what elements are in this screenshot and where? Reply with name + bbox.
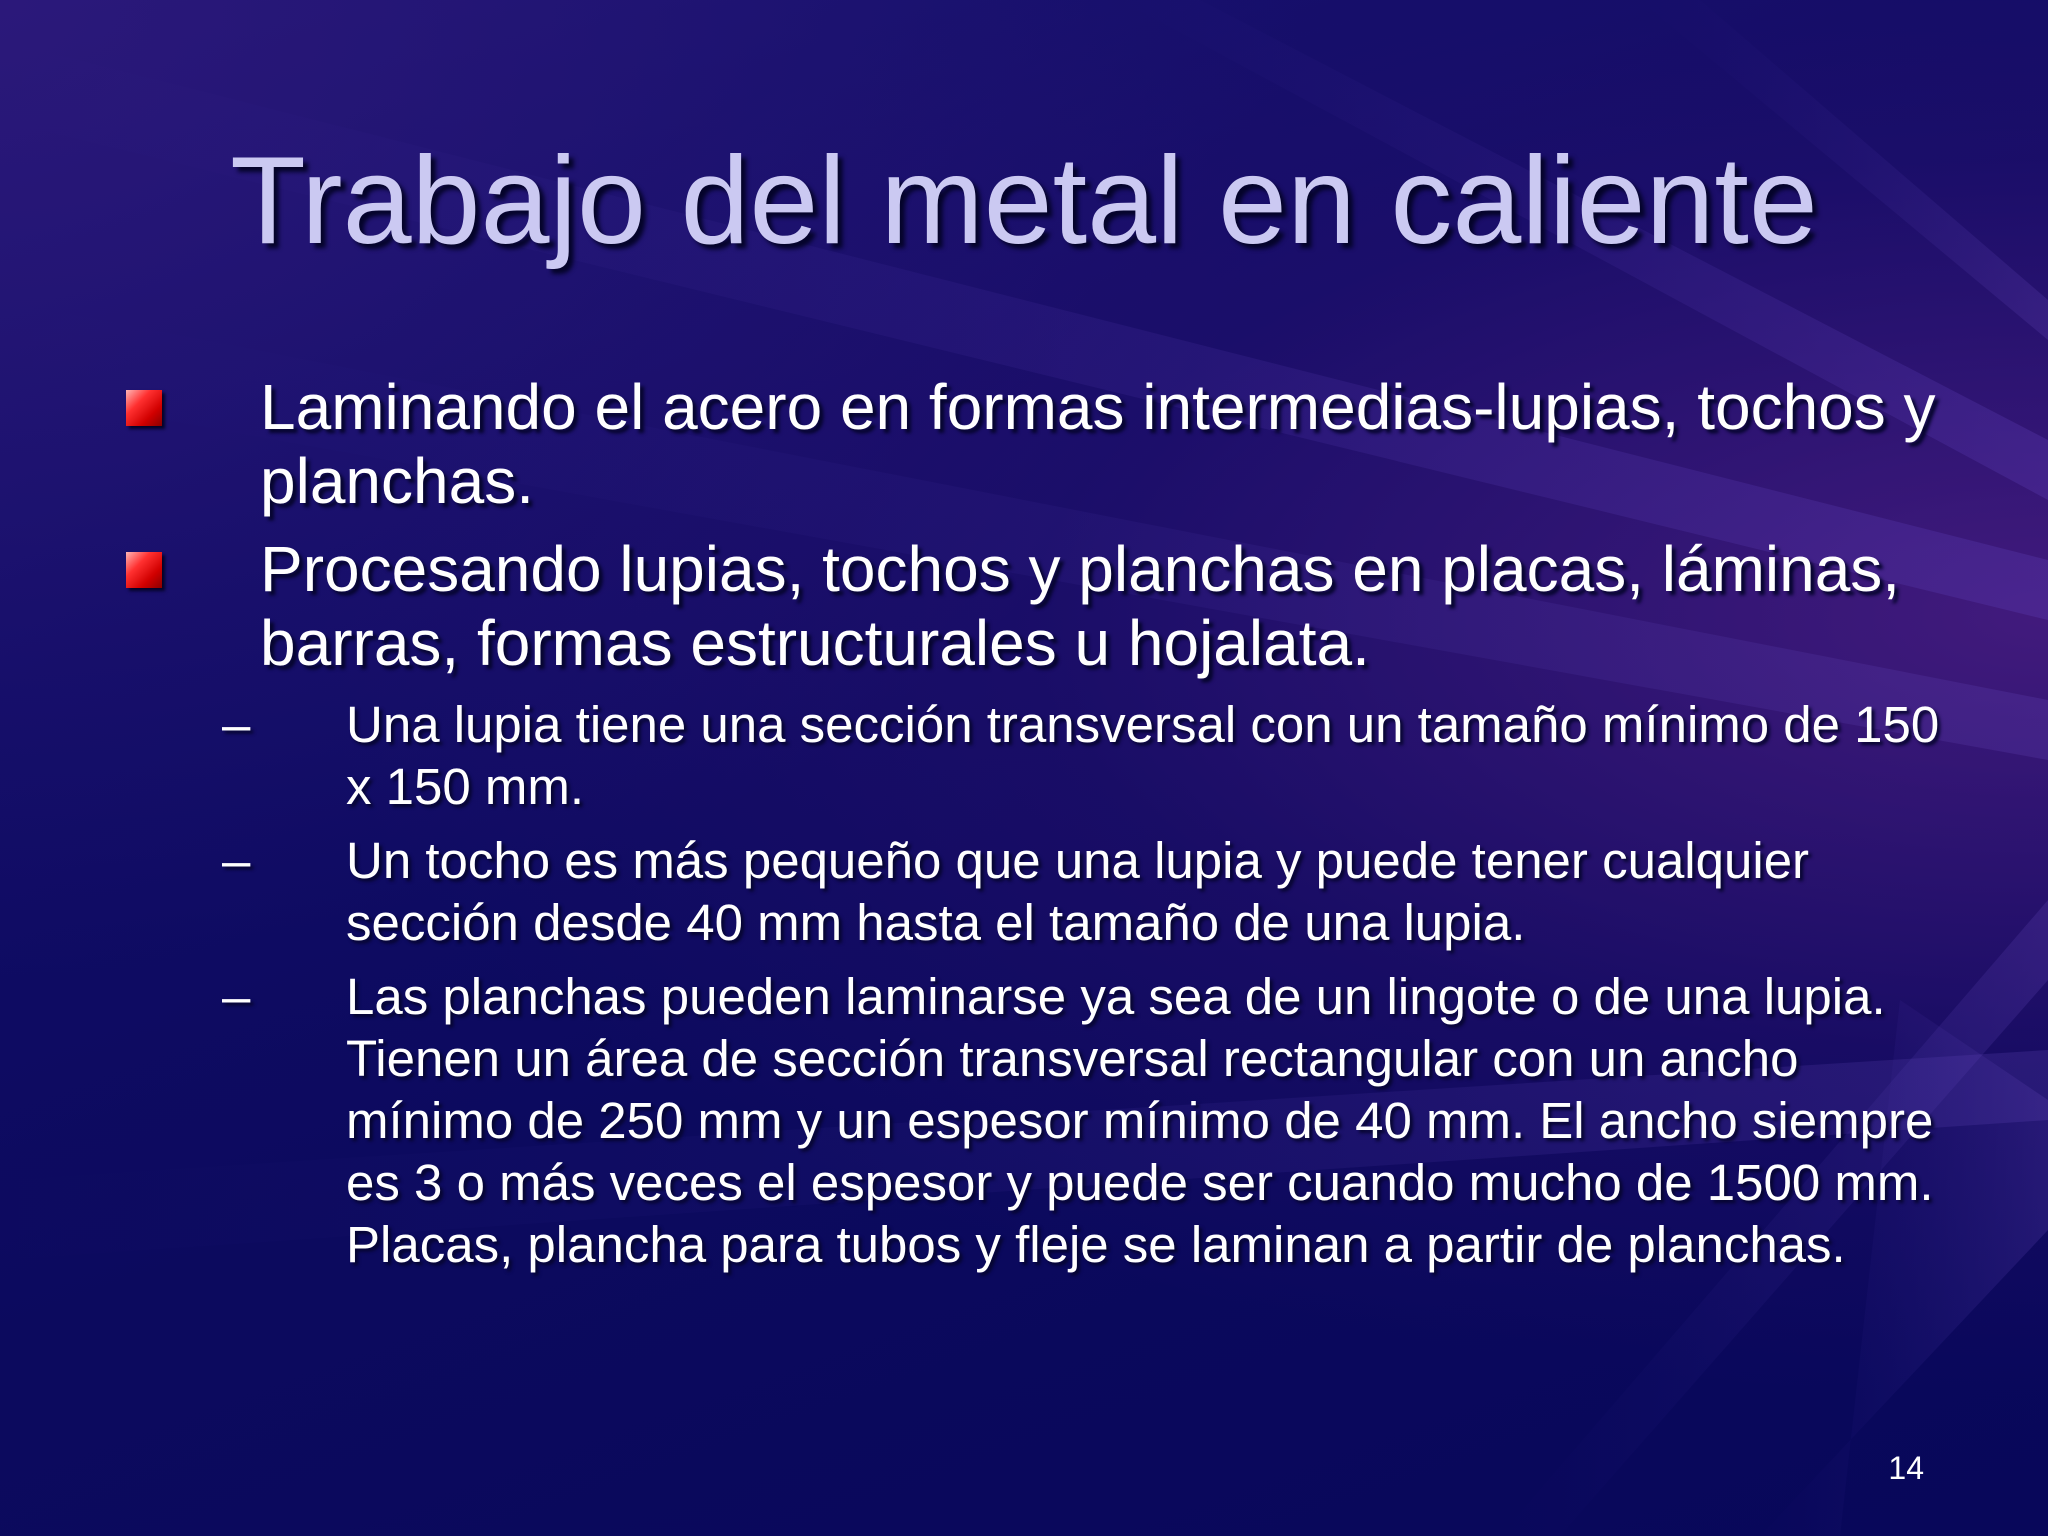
bullet-text: Procesando lupias, tochos y planchas en placas, láminas, barras, formas estructurales u hojalata. xyxy=(260,533,1901,679)
dash-marker: – xyxy=(222,832,251,889)
bullet-item xyxy=(0,370,2048,518)
dash-marker: – xyxy=(222,696,251,753)
sub-bullet-item xyxy=(0,694,2048,818)
sub-bullet-text: Una lupia tiene una sección transversal con un tamaño mínimo de 150 x 150 mm. xyxy=(346,696,1940,815)
sub-bullet-item xyxy=(0,830,2048,954)
page-number: 14 xyxy=(1888,1450,1924,1486)
sub-bullet-item xyxy=(0,966,2048,1276)
dash-marker: – xyxy=(222,968,251,1025)
red-square-icon xyxy=(126,390,162,426)
sub-bullet-text: Las planchas pueden laminarse ya sea de un lingote o de una lupia. Tienen un área de sección transversal rectangular con un ancho mínimo de 250 mm y un espesor mínimo de 40 mm. El ancho siempre es 3 o más veces el espesor y puede ser cuando mucho de 1500 mm. Placas, plancha para tubos y fleje se laminan a partir de planchas. xyxy=(346,968,1934,1273)
red-square-icon xyxy=(126,552,162,588)
bullet-text: Laminando el acero en formas intermedias-lupias, tochos y planchas. xyxy=(260,371,1936,517)
sub-bullet-text: Un tocho es más pequeño que una lupia y puede tener cualquier sección desde 40 mm hasta el tamaño de una lupia. xyxy=(346,832,1810,951)
slide-title: Trabajo del metal en caliente xyxy=(230,132,1818,270)
bullet-item xyxy=(0,532,2048,680)
bullet-list xyxy=(0,370,2048,1288)
